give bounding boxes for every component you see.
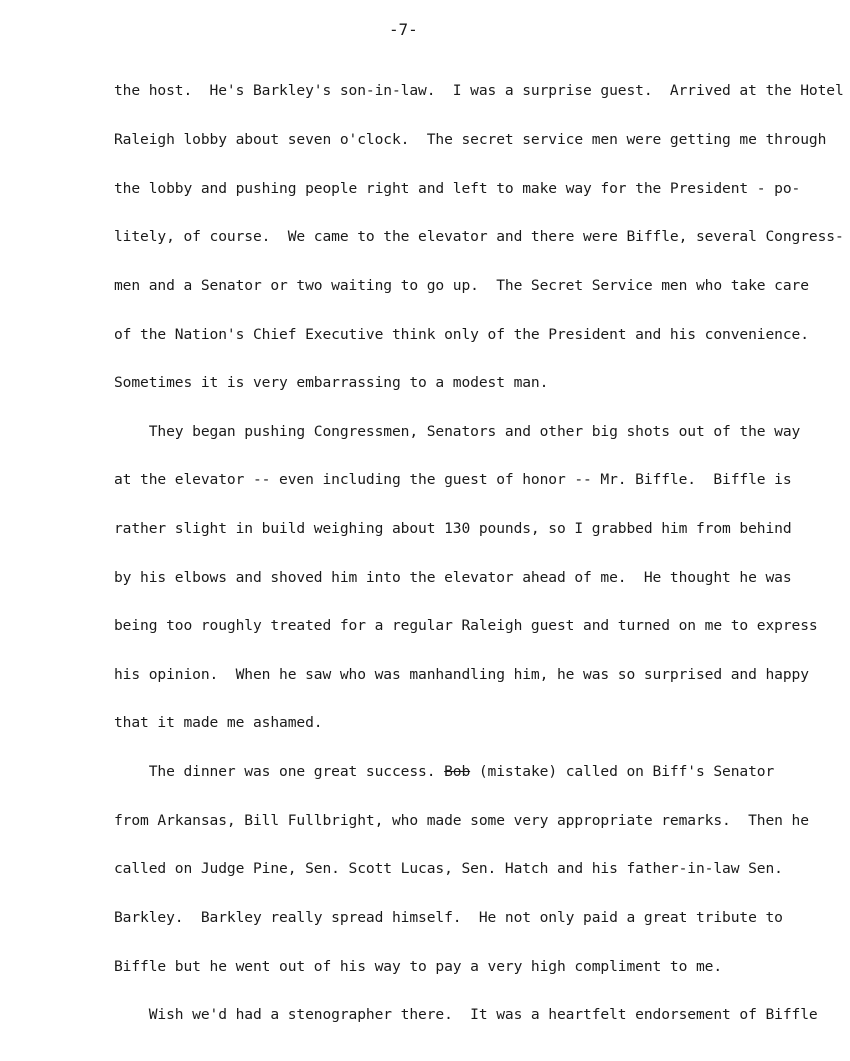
text-line: Wish we'd had a stenographer there. It was a heartfelt endorsement of Biffle (114, 1006, 818, 1023)
text-line: the lobby and pushing people right and left to make way for the President - po- (114, 180, 801, 197)
text-line: from Arkansas, Bill Fullbright, who made some very appropriate remarks. Then he (114, 812, 809, 829)
text-line: by his elbows and shoved him into the elevator ahead of me. He thought he was (114, 569, 792, 586)
text-line: Sometimes it is very embarrassing to a modest man. (114, 374, 549, 391)
text-line: that it made me ashamed. (114, 714, 323, 731)
dinner-line-start: The dinner was one great success. (114, 763, 436, 780)
text-line: men and a Senator or two waiting to go up. The Secret Service men who take care (114, 277, 809, 294)
text-line: Barkley. Barkley really spread himself. He not only paid a great tribute to (114, 909, 783, 926)
text-line: called on Judge Pine, Sen. Scott Lucas, Sen. Hatch and his father-in-law Sen. (114, 860, 783, 877)
text-line: They began pushing Congressmen, Senators and other big shots out of the way (114, 423, 801, 440)
dinner-line-continuation: (mistake) called on Biff's Senator (478, 763, 775, 780)
text-line: the host. He's Barkley's son-in-law. I was a surprise guest. Arrived at the Hotel (114, 82, 844, 99)
text-line (114, 763, 774, 781)
text-line: rather slight in build weighing about 130 pounds, so I grabbed him from behind (114, 520, 792, 537)
text-line: of the Nation's Chief Executive think only of the President and his convenience. (114, 326, 809, 343)
text-line: litely, of course. We came to the elevator and there were Biffle, several Congress- (114, 228, 844, 245)
text-line: Biffle but he went out of his way to pay a very high compliment to me. (114, 958, 723, 975)
struck-word: Bob (444, 763, 471, 780)
page-number: -7- (389, 20, 418, 39)
text-line: being too roughly treated for a regular Raleigh guest and turned on me to express (114, 617, 818, 634)
text-line: his opinion. When he saw who was manhandling him, he was so surprised and happy (114, 666, 809, 683)
text-line: Raleigh lobby about seven o'clock. The secret service men were getting me through (114, 131, 827, 148)
text-line: at the elevator -- even including the guest of honor -- Mr. Biffle. Biffle is (114, 471, 792, 488)
